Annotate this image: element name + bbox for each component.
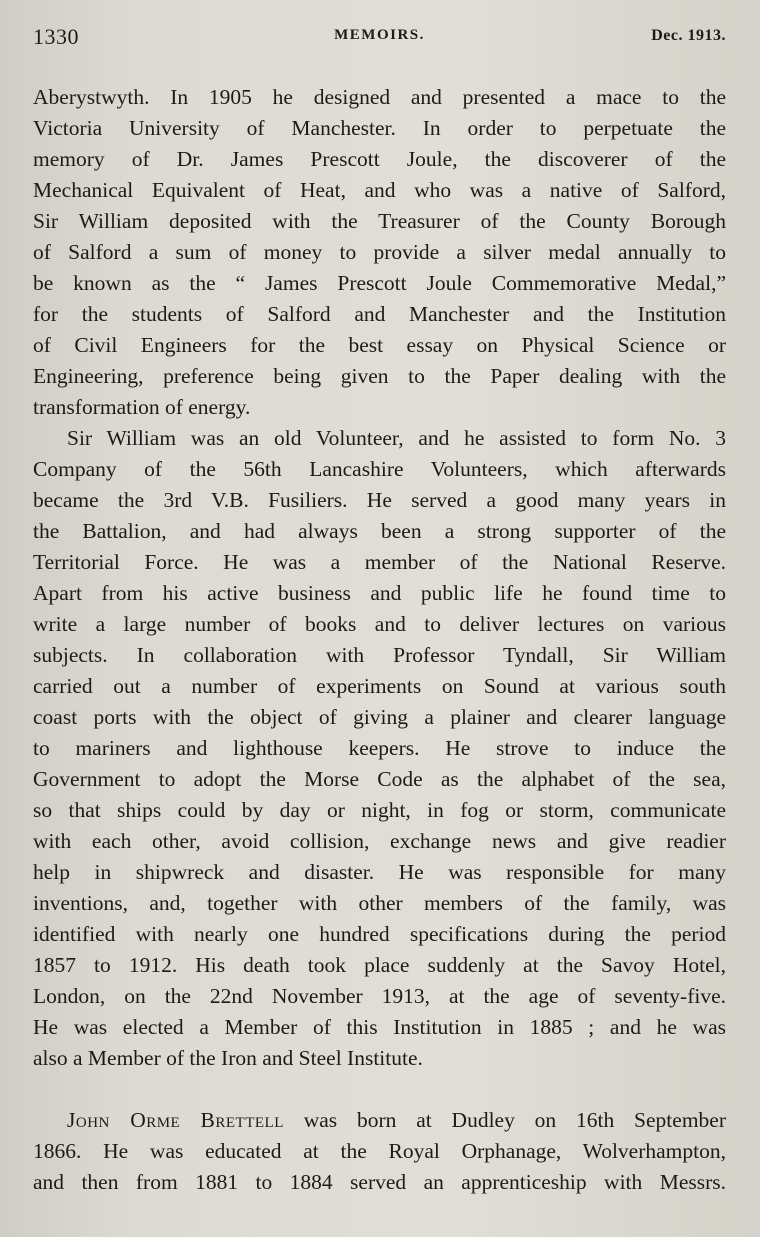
text-line: London, on the 22nd November 1913, at the age of seventy-five. xyxy=(33,984,726,1008)
paragraph-joule-medal xyxy=(33,82,726,423)
text-line: Company of the 56th Lancashire Volunteers, which afterwards xyxy=(33,457,726,481)
running-header xyxy=(33,24,726,54)
text-line: coast ports with the object of giving a plainer and clearer language xyxy=(33,705,726,729)
section-title: MEMOIRS. xyxy=(334,27,425,43)
text-line: transformation of energy. xyxy=(33,395,251,419)
text-run: was born at Dudley on 16th September xyxy=(283,1108,726,1132)
text-line: for the students of Salford and Manchester and the Institution xyxy=(33,302,726,326)
paragraph-volunteer-career xyxy=(33,423,726,1074)
text-line: memory of Dr. James Prescott Joule, the discoverer of the xyxy=(33,147,726,171)
text-line: the Battalion, and had always been a strong supporter of the xyxy=(33,519,726,543)
memoir-subject-name: John Orme Brettell xyxy=(67,1108,284,1132)
text-line: Mechanical Equivalent of Heat, and who was a native of Salford, xyxy=(33,178,726,202)
text-line: and then from 1881 to 1884 served an apprenticeship with Messrs. xyxy=(33,1170,726,1194)
text-line: carried out a number of experiments on Sound at various south xyxy=(33,674,726,698)
text-line: so that ships could by day or night, in fog or storm, communicate xyxy=(33,798,726,822)
text-line: subjects. In collaboration with Professor Tyndall, Sir William xyxy=(33,643,726,667)
body-text xyxy=(33,82,726,1198)
text-line: Territorial Force. He was a member of the National Reserve. xyxy=(33,550,726,574)
text-line: He was elected a Member of this Institution in 1885 ; and he was xyxy=(33,1015,726,1039)
text-line: also a Member of the Iron and Steel Institute. xyxy=(33,1046,423,1070)
issue-date: Dec. 1913. xyxy=(651,27,726,44)
text-line: Aberystwyth. In 1905 he designed and presented a mace to the xyxy=(33,85,726,109)
text-line: Government to adopt the Morse Code as the alphabet of the sea, xyxy=(33,767,726,791)
text-line xyxy=(33,1105,726,1136)
text-line: Apart from his active business and public life he found time to xyxy=(33,581,726,605)
text-line: be known as the “ James Prescott Joule Commemorative Medal,” xyxy=(33,271,726,295)
text-line: 1866. He was educated at the Royal Orphanage, Wolverhampton, xyxy=(33,1139,726,1163)
text-line: identified with nearly one hundred specifications during the period xyxy=(33,922,726,946)
text-line: help in shipwreck and disaster. He was responsible for many xyxy=(33,860,726,884)
paragraph-brettell-memoir xyxy=(33,1105,726,1198)
text-line: of Civil Engineers for the best essay on Physical Science or xyxy=(33,333,726,357)
text-line: to mariners and lighthouse keepers. He strove to induce the xyxy=(33,736,726,760)
text-line: of Salford a sum of money to provide a silver medal annually to xyxy=(33,240,726,264)
section-gap xyxy=(33,1074,726,1105)
text-line: with each other, avoid collision, exchange news and give readier xyxy=(33,829,726,853)
text-line: inventions, and, together with other members of the family, was xyxy=(33,891,726,915)
text-line: write a large number of books and to deliver lectures on various xyxy=(33,612,726,636)
text-line: became the 3rd V.B. Fusiliers. He served a good many years in xyxy=(33,488,726,512)
text-line: Sir William was an old Volunteer, and he assisted to form No. 3 xyxy=(67,426,726,450)
text-line: Engineering, preference being given to the Paper dealing with the xyxy=(33,364,726,388)
text-line: Victoria University of Manchester. In order to perpetuate the xyxy=(33,116,726,140)
text-line: Sir William deposited with the Treasurer of the County Borough xyxy=(33,209,726,233)
page-number: 1330 xyxy=(33,24,79,49)
text-line: 1857 to 1912. His death took place suddenly at the Savoy Hotel, xyxy=(33,953,726,977)
